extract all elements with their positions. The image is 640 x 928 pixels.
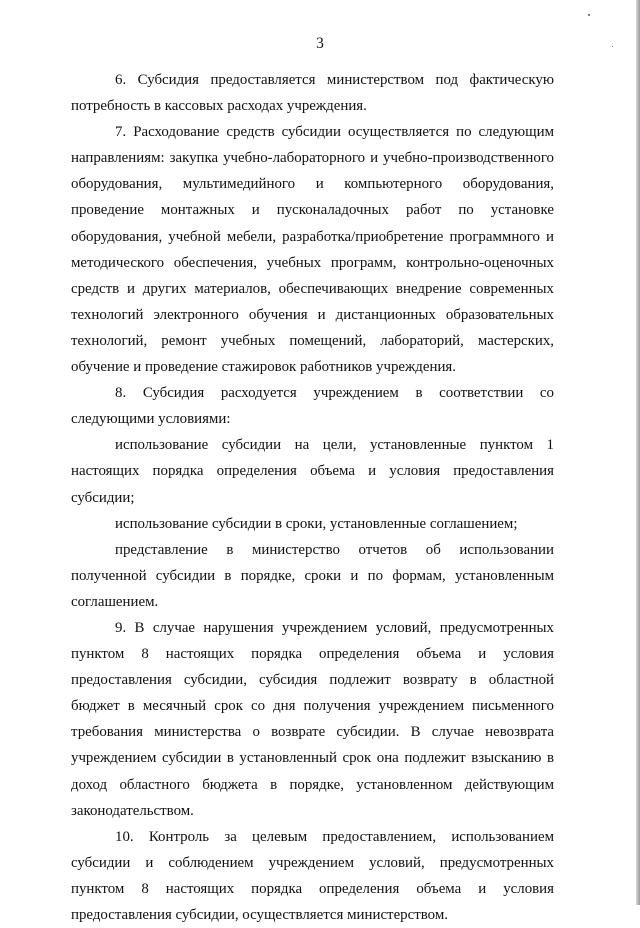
paragraph-10: 10. Контроль за целевым предоставлением, использованием субсидии и соблюдением учреждением условий, предусмотренных пунктом 8 настоящих порядка определения объема и условия предоставления субсидии, осуществляется министерством. — [71, 828, 554, 923]
document-body — [71, 67, 554, 928]
paragraph-8: 8. Субсидия расходуется учреждением в соответствии со следующими условиями: — [71, 385, 554, 428]
scan-speck — [588, 14, 590, 16]
page-number: 3 — [316, 35, 324, 52]
paragraph-9: 9. В случае нарушения учреждением условий, предусмотренных пунктом 8 настоящих порядка определения объема и условия предоставления субсидии, субсидия подлежит возврату в областной бюджет в месячный срок со дня получения учреждением письменного требования министерства о возврате субсидии. В случае невозврата учреждением субсидии в установленный срок она подлежит взысканию в доход областного бюджета в порядке, установленном действующим законодательством. — [71, 619, 554, 819]
paragraph-8-condition-2: использование субсидии в сроки, установленные соглашением; — [115, 515, 518, 532]
paragraph-6: 6. Субсидия предоставляется министерством под фактическую потребность в кассовых расходах учреждения. — [71, 72, 554, 115]
paragraph-7: 7. Расходование средств субсидии осуществляется по следующим направлениям: закупка учебно-лабораторного и учебно-производственного оборудования, мультимедийного и компьютерного оборудования, проведение монтажных и пусконаладочных работ по установке оборудования, учебной мебели, разработка/приобретение программного и методического обеспечения, учебных программ, контрольно-оценочных средств и других материалов, обеспечивающих внедрение современных технологий электронного обучения и дистанционных образовательных технологий, ремонт учебных помещений, лабораторий, мастерских, обучение и проведение стажировок работников учреждения. — [71, 124, 554, 376]
scan-speck — [612, 46, 613, 47]
paragraph-8-condition-1: использование субсидии на цели, установленные пунктом 1 настоящих порядка определения объема и условия предоставления субсидии; — [71, 437, 554, 506]
scan-edge-shadow — [636, 0, 640, 905]
paragraph-8-condition-3: представление в министерство отчетов об использовании полученной субсидии в порядке, сроки и по формам, установленным соглашением. — [71, 541, 554, 610]
